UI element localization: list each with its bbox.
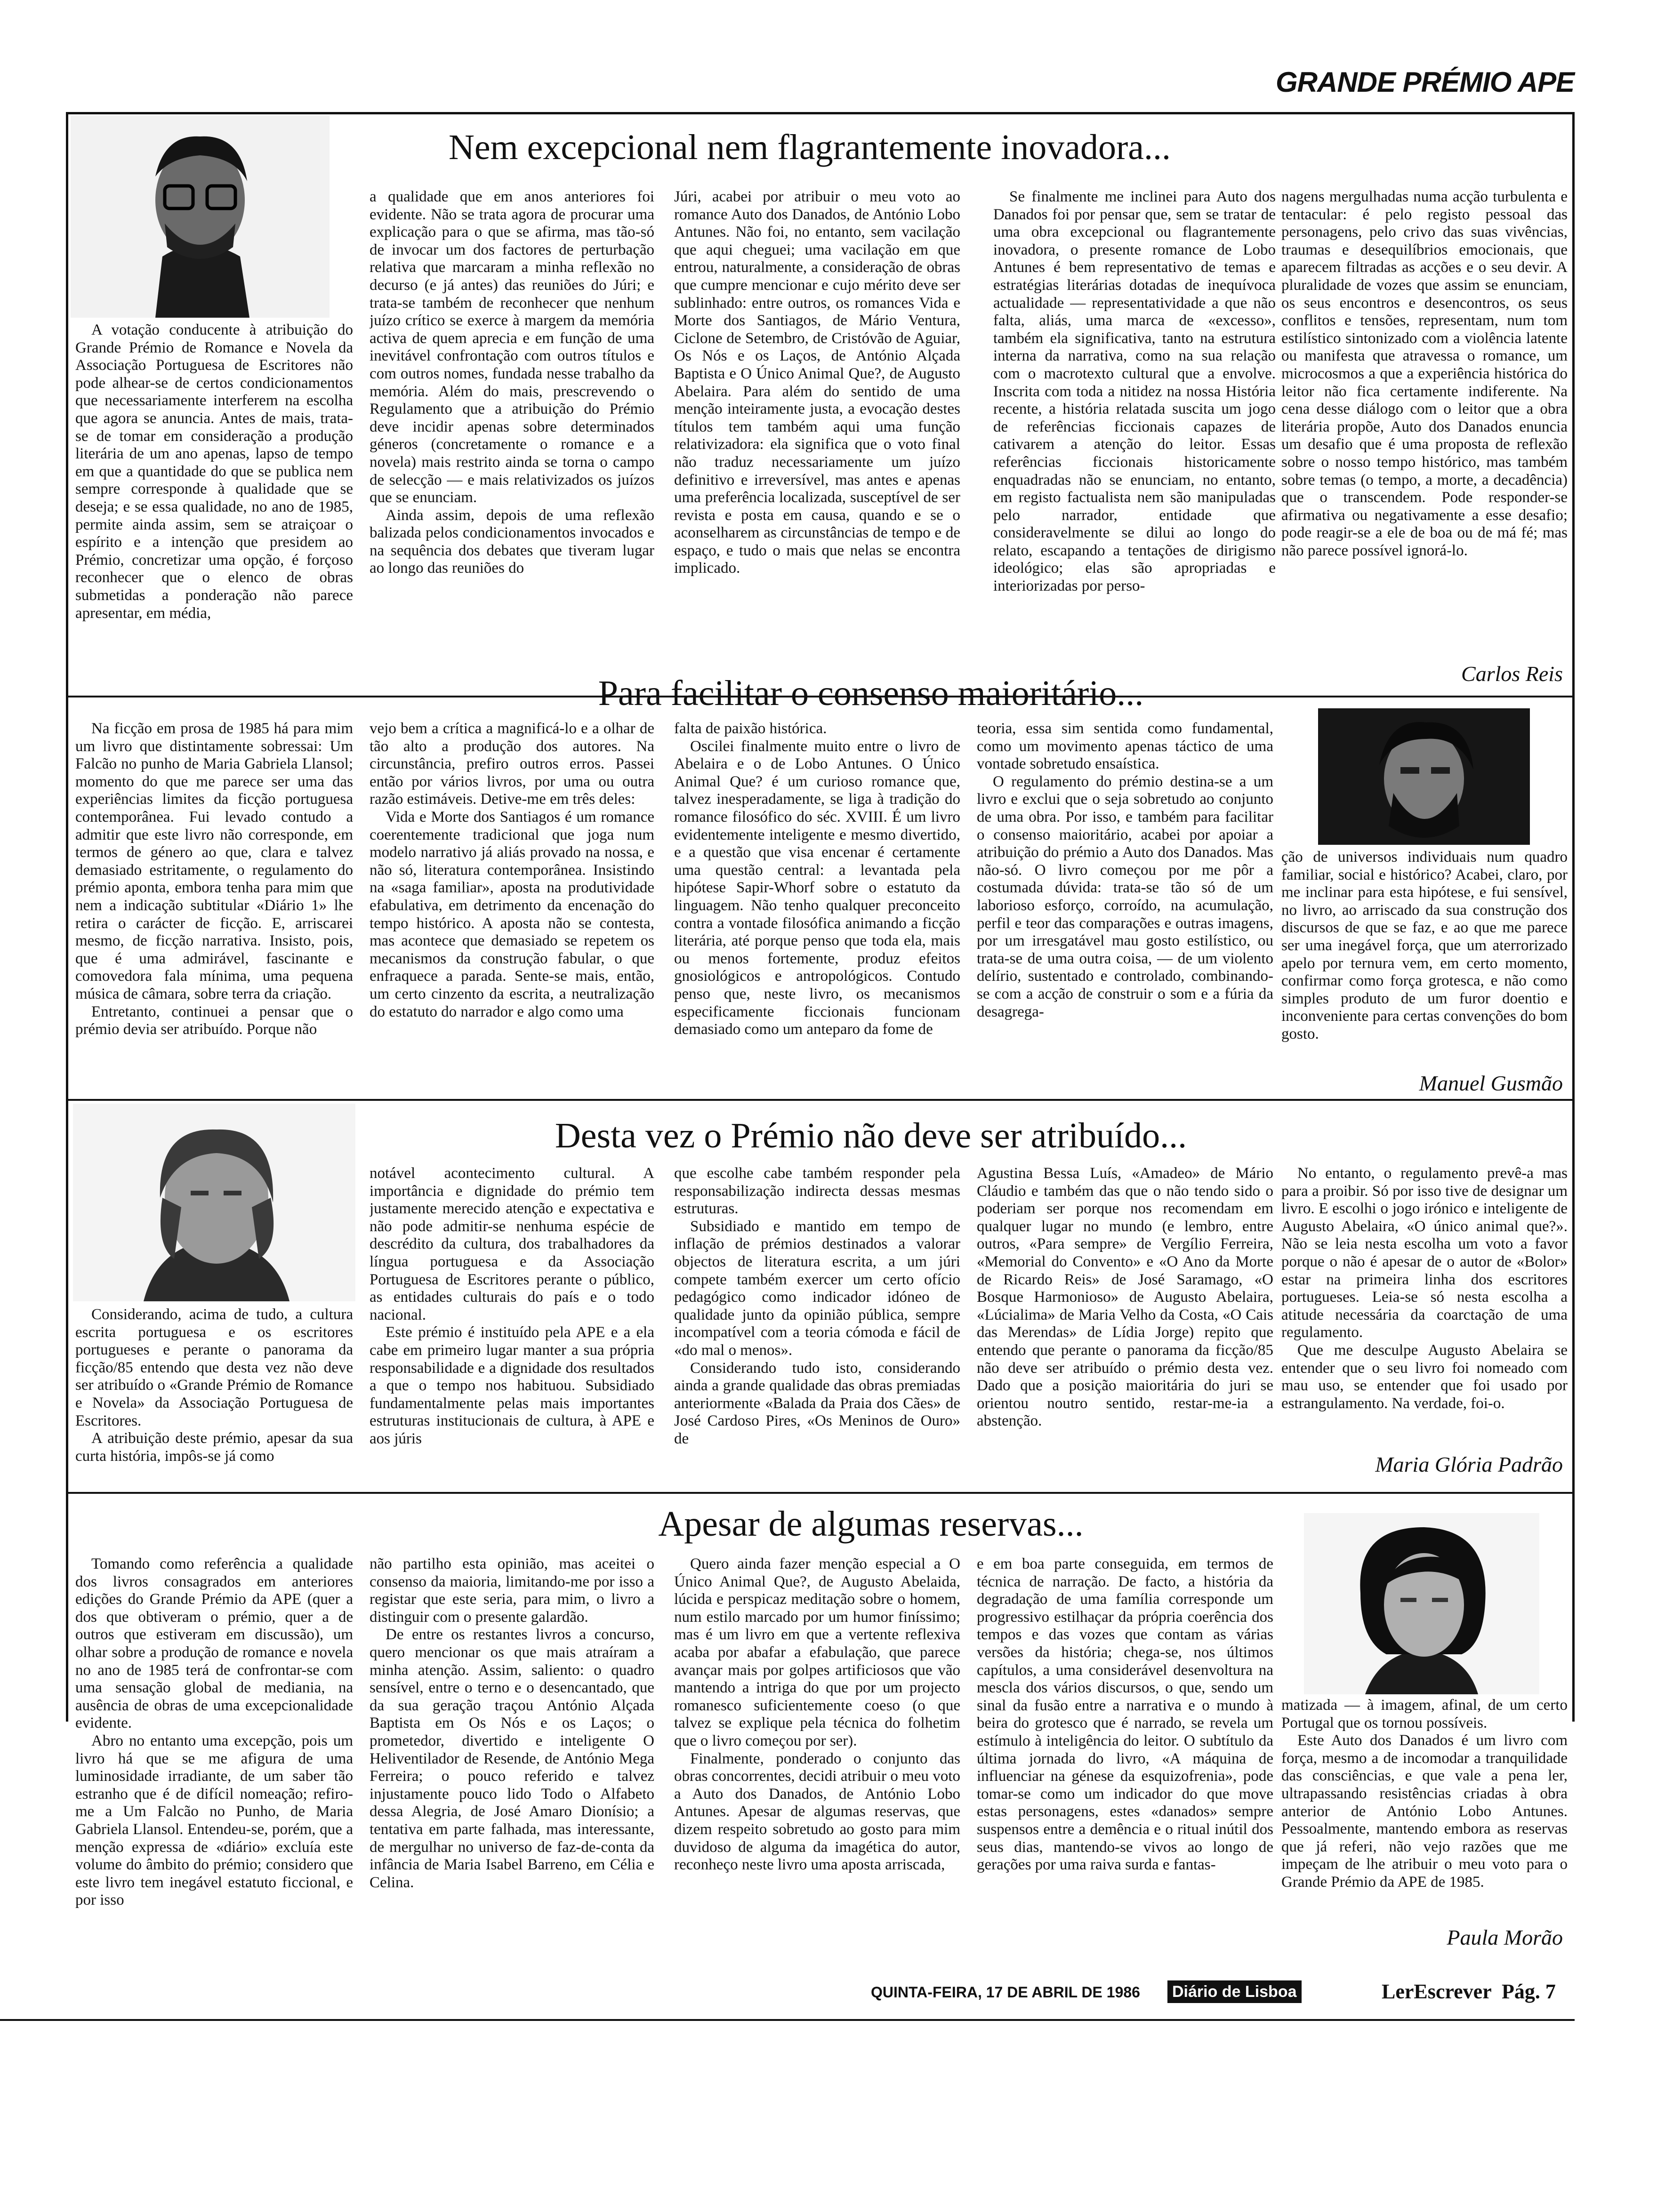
paragraph: Subsidiado e mantido em tempo de inflação de prémios destinados a valorar objectos de literatura escrita, a um júri compete também exercer um certo ofício pedagógico como indicador idóneo de qualidade junto da opinião pública, sempre incompatível com a teoria cómoda e fácil de «do mal o menos». (674, 1218, 960, 1359)
supplement-name: LerEscrever (1382, 1980, 1492, 2003)
article-4-col-2 (370, 1555, 654, 1960)
article-4-col-1 (75, 1555, 353, 1960)
author-photo-paula-morao (1304, 1513, 1539, 1694)
paragraph: a qualidade que em anos anteriores foi evidente. Não se trata agora de procurar uma explicação para o que se afirma, mas tão-só de invocar um dos factores de perturbação relativa que marcaram a minha reflexão no decurso (e já antes) das reuniões do Júri; e trata-se também de reconhecer que nenhum juízo crítico se exerce à margem da memória activa de quem aprecia e em função de uma inevitável confrontação com outros títulos e com outros nomes, fundada nesse trabalho da memória. Além do mais, prescrevendo o Regulamento que a atribuição do Prémio deve incidir apenas sobre determinados géneros (concretamente o romance e a novela) mais restrito ainda se torna o campo de selecção — e mais relativizados os juízos que se enunciam. (370, 188, 654, 506)
paragraph: Júri, acabei por atribuir o meu voto ao romance Auto dos Danados, de António Lobo Antunes. Não foi, no entanto, sem vacilação que aqui cheguei; uma vacilação em que entrou, naturalmente, a consideração de obras que cumpre mencionar e cujo mérito deve ser sublinhado: entre outros, os romances Vida e Morte dos Santiagos, de Mário Ventura, Ciclone de Setembro, de Cristóvão de Aguiar, Os Nós e os Laços, de António Alçada Baptista e O Único Animal Que?, de Augusto Abelaira. Para além do sentido de uma menção inteiramente justa, a evocação destes títulos tem também aqui uma função relativizadora: ela significa que o voto final não traduz necessariamente um juízo definitivo e irreversível, mas antes e apenas uma preferência localizada, susceptível de ser revista e posta em causa, quando e se o aconselharem as circunstâncias de tempo e de espaço, e tudo o mais que nelas se encontra implicado. (674, 188, 960, 577)
article-4-headline: Apesar de algumas reservas... (658, 1504, 1084, 1544)
article-1-col-2 (370, 188, 654, 699)
paragraph: que escolhe cabe também responder pela responsabilização indirecta dessas mesmas estruturas. (674, 1165, 960, 1218)
article-3-col-5 (1281, 1165, 1568, 1553)
article-1-col-3 (674, 188, 960, 699)
paragraph: vejo bem a crítica a magnificá-lo e a olhar de tão alto a produção dos autores. Na circunstância, prefiro outros erros. Passei então por vários livros, por uma ou outra razão estimáveis. Detive-me em três deles: (370, 720, 654, 808)
paragraph: nagens mergulhadas numa acção turbulenta e tentacular: é pelo registo pessoal das personagens, pelo crivo das suas vivências, traumas e desequilíbrios emocionais, que aparecem filtradas as acções e o seu devir. A pluralidade de vozes que assim se enunciam, os seus encontros e desencontros, os seus conflitos e tensões, representam, num tom estilístico sintonizado com a violência latente ou manifesta que atravessa o romance, um microcosmos a que a experiência histórica do leitor não fica certamente indiferente. Na cena desse diálogo com o leitor que a obra literária propõe, Auto dos Danados enuncia um desafio que é uma proposta de reflexão sobre o nosso tempo histórico, mas também sobre temas (o tempo, a morte, a decadência) que o transcendem. Pode responder-se afirmativa ou negativamente a esse desafio; pode reagir-se a ele de boa ou de má fé; mas não parece possível ignorá-lo. (1281, 188, 1568, 559)
publication-name: Diário de Lisboa (1167, 1980, 1302, 2003)
footer-date: QUINTA-FEIRA, 17 DE ABRIL DE 1986 (871, 1984, 1140, 2001)
author-photo-manuel-gusmao (1318, 708, 1530, 845)
page-number: Pág. 7 (1502, 1980, 1556, 2003)
frame-left-rule (66, 112, 68, 1722)
paragraph: Tomando como referência a qualidade dos livros consagrados em anteriores edições do Grande Prémio da APE (quer a dos que obtiveram o prémio, quer a de outros que estiveram em discussão), um olhar sobre a produção de romance e novela no ano de 1985 terá de confrontar-se com uma sensação global de mediania, na ausência de obras de uma excepcionalidade evidente. (75, 1555, 353, 1732)
paragraph: Oscilei finalmente muito entre o livro de Abelaira e o de Lobo Antunes. O Único Animal Que? é um curioso romance que, talvez inesperadamente, se liga à tradição do romance filosófico do séc. XVIII. É um livro evidentemente inteligente e mesmo divertido, e a questão que visa encenar é certamente uma questão central: a levantada pela hipótese Sapir-Whorf sobre o estatuto da linguagem. Não tenho qualquer preconceito contra a vontade filosófica animando a ficção literária, até porque penso que toda ela, mais ou menos fortemente, produz efeitos gnosiológicos e antropológicos. Contudo penso que, neste livro, os mecanismos especificamente ficcionais funcionam demasiado como um anteparo da fome de (674, 737, 960, 1038)
article-4-col-4 (977, 1555, 1273, 1960)
article-divider (66, 1492, 1575, 1494)
paragraph: Se finalmente me inclinei para Auto dos Danados foi por pensar que, sem se tratar de uma obra excepcional ou flagrantemente inovadora, o presente romance de Lobo Antunes é bem representativo de temas e estratégias literárias dotadas de inequívoca actualidade — representatividade a que não falta, aliás, uma marca de «excesso», também ela significativa, tanto na estrutura interna da narrativa, como na sua relação com o macrotexto cultural que a envolve. Inscrita com toda a nitidez na nossa História recente, a história relatada suscita um jogo de referências ficcionais capazes de cativarem a atenção do leitor. Essas referências ficcionais historicamente enquadradas não se enunciam, no entanto, em registo factualista nem são manipuladas pelo narrador, entidade que consideravelmente se dilui ao longo do relato, escapando a tentações de dirigismo ideológico; elas são apropriadas e interiorizadas por perso- (993, 188, 1276, 595)
paragraph: notável acontecimento cultural. A importância e dignidade do prémio tem justamente merecido atenção e expectativa e não pode admitir-se nenhuma espécie de descrédito da cultura, dos trabalhadores da língua portuguesa e da Associação Portuguesa de Escritores perante o público, as entidades culturais do país e o todo nacional. (370, 1165, 654, 1323)
paragraph: Entretanto, continuei a pensar que o prémio devia ser atribuído. Porque não (75, 1003, 353, 1038)
article-4-col-3 (674, 1555, 960, 1960)
paragraph: Finalmente, ponderado o conjunto das obras concorrentes, decidi atribuir o meu voto a Auto dos Danados, de António Lobo Antunes. Apesar de algumas reservas, que dizem respeito sobretudo ao gosto para mim duvidoso de alguma da imagética do autor, reconheço neste livro uma aposta arriscada, (674, 1750, 960, 1874)
paragraph: Ainda assim, depois de uma reflexão balizada pelos condicionamentos invocados e na sequência dos debates que tiveram lugar ao longo das reuniões do (370, 506, 654, 577)
paragraph: Considerando tudo isto, considerando ainda a grande qualidade das obras premiadas anteriormente «Balada da Praia dos Cães» de José Cardoso Pires, «Os Meninos de Ouro» de (674, 1359, 960, 1447)
paragraph: No entanto, o regulamento prevê-a mas para a proibir. Só por isso tive de designar um livro. E escolhi o jogo irónico e inteligente de Augusto Abelaira, «O único animal que?». Não se leia nesta escolha um voto a favor porque o não é apesar de o autor de «Bolor» estar na primeira linha dos escritores portugueses. Leia-se só nesta escolha a atitude necessária da coarctação de uma regulamento. (1281, 1165, 1568, 1341)
article-1-col-1 (75, 321, 353, 698)
paragraph: Considerando, acima de tudo, a cultura escrita portuguesa e os escritores portugueses e perante o panorama da ficção/85 entendo que desta vez não deve ser atribuído o «Grande Prémio de Romance e Novela» da Associação Portuguesa de Escritores. (75, 1306, 353, 1429)
article-2-author: Manuel Gusmão (1419, 1071, 1563, 1095)
paragraph: não partilho esta opinião, mas aceitei o consenso da maioria, limitando-me por isso a registar que este seria, para mim, o livro a distinguir com o presente galardão. (370, 1555, 654, 1626)
article-divider (66, 1099, 1575, 1101)
footer-rule (0, 2019, 1575, 2021)
article-3-author: Maria Glória Padrão (1375, 1452, 1563, 1476)
paragraph: ção de universos individuais num quadro familiar, social e histórico? Acabei, claro, por me inclinar para esta hipótese, e fui sensível, no livro, ao arriscado da sua construção dos discursos de que se faz, e ao que me parece ser uma inegável força, que um aterrorizado apelo por ternura vem, em certo momento, confirmar como força grotesca, e não como simples produto de um furor doentio e inconveniente para certas convenções do bom gosto. (1281, 849, 1568, 1042)
paragraph: A atribuição deste prémio, apesar da sua curta história, impôs-se já como (75, 1430, 353, 1465)
paragraph: Vida e Morte dos Santiagos é um romance coerentemente tradicional que joga num modelo narrativo já aliás provado na nossa, e não só, literatura contemporânea. Insistindo na «saga familiar», aposta na produtividade efabulativa, em detrimento da encenação do tempo histórico. A aposta não se contesta, mas acontece que demasiado se repetem os mecanismos da construção fabular, o que enfraquece a parada. Sente-se mais, então, um certo cinzento da escrita, a neutralização do estatuto do narrador e algo como uma (370, 808, 654, 1020)
paragraph: falta de paixão histórica. (674, 720, 827, 737)
author-photo-maria-gloria-padrao (73, 1104, 355, 1301)
paragraph: Que me desculpe Augusto Abelaira se entender que o seu livro foi nomeado com mau uso, se entender que foi usado por estrangulamento. Na verdade, foi-o. (1281, 1341, 1568, 1412)
section-kicker: GRANDE PRÉMIO APE (1276, 66, 1575, 98)
article-1-col-5 (1281, 188, 1568, 659)
paragraph: Quero ainda fazer menção especial a O Único Animal Que?, de Augusto Abelaida, lúcida e perspicaz meditação sobre o homem, num estilo marcado por um humor finíssimo; mas é um livro em que a vertente reflexiva acaba por abafar a efabulação, que parece avançar mais por golpes artificiosos que vão mantendo a intriga do que por um projecto romanesco suficientemente coeso (o que talvez se explique pela técnica do folhetim que o livro começou por ser). (674, 1555, 960, 1749)
paragraph: e em boa parte conseguida, em termos de técnica de narração. De facto, a história da degradação de uma família corresponde um progressivo estilhaçar da própria coerência dos tempos e das vozes que contam as várias versões da história; chega-se, nos últimos capítulos, a uma considerável desenvoltura na mescla dos vários discursos, o que, sendo um sinal da fusão entre a narrativa e o mundo à beira do grotesco que é narrado, se revela um estímulo à inteligência do leitor. O subtítulo da última jornada do livro, «A máquina de influenciar na génese da esquizofrenia», pode tomar-se como um indicador do que move estas personagens, estes «danados» sempre suspensos entre a demência e o ritual inútil dos seus dias, mantendo-se vivos ao longo de gerações por uma raiva surda e fantas- (977, 1555, 1273, 1874)
paragraph: Este Auto dos Danados é um livro com força, mesmo a de incomodar a tranquilidade das consciências, e que vale a pena ler, ultrapassando resistências criadas à obra anterior de António Lobo Antunes. Pessoalmente, mantendo embora as reservas que já referi, não vejo razões que me impeçam de lhe atribuir o meu voto para o Grande Prémio da APE de 1985. (1281, 1732, 1568, 1891)
article-1-col-4 (993, 188, 1276, 699)
frame-top-rule (66, 112, 1575, 114)
article-3-headline: Desta vez o Prémio não deve ser atribuído... (555, 1116, 1187, 1155)
article-2-headline: Para facilitar o consenso maioritário... (598, 673, 1144, 713)
paragraph: matizada — à imagem, afinal, de um certo Portugal que os tornou possíveis. (1281, 1697, 1568, 1731)
paragraph: Este prémio é instituído pela APE e a ela cabe em primeiro lugar manter a sua própria responsabilidade e a dignidade dos resultados a que o tempo nos habituou. Subsidiado fundamentalmente pelas mais importantes estruturas institucionais de cultura, à APE e aos júris (370, 1324, 654, 1447)
article-1-author: Carlos Reis (1461, 662, 1563, 686)
article-4-col-5 (1281, 1697, 1568, 1920)
article-1-headline: Nem excepcional nem flagrantemente inovadora... (448, 128, 1171, 167)
author-photo-carlos-reis (71, 115, 330, 318)
article-4-author: Paula Morão (1447, 1925, 1563, 1949)
paragraph: O regulamento do prémio destina-se a um livro e exclui que o seja sobretudo ao conjunto de uma obra. Por isso, e também para facilitar o consenso maioritário, acabei por apoiar a atribuição do prémio a Auto dos Danados. Mas não-só. O livro começou por me pôr a costumada dúvida: trata-se tão só de um laborioso esforço, corroído, na acumulação, perfil e teor das comparações e outras imagens, por um irresgatável mau gosto estilístico, ou trata-se de uma outra coisa, — de um violento delírio, sustentado e controlado, combinando-se com a acção de construir o som e a fúria da desagrega- (977, 773, 1273, 1020)
paragraph: Agustina Bessa Luís, «Amadeo» de Mário Cláudio e também das que o não tendo sido o poderiam ser porque nos recomendam em qualquer lugar no mundo (e lembro, entre outros, «Para sempre» de Vergílio Ferreira, «Memorial do Convento» e «O Ano da Morte de Ricardo Reis» de José Saramago, «O Bosque Harmonioso» de Augusto Abelaira, «Lúcialima» de Maria Velho da Costa, «O Cais das Merendas» de Lídia Jorge) repito que entendo que perante o panorama da ficção/85 não deve ser atribuído o prémio desta vez. Dado que a posição maioritária do juri se orientou noutro sentido, restar-me-ia a abstenção. (977, 1165, 1273, 1430)
frame-right-rule (1572, 112, 1575, 1722)
paragraph: teoria, essa sim sentida como fundamental, como um movimento apenas táctico de uma vontade sobretudo ensaística. (977, 720, 1273, 773)
paragraph: Abro no entanto uma excepção, pois um livro há que se me afigura de uma luminosidade irradiante, de um saber tão estranho que é de difícil nomeação; refiro-me a Um Falcão no Punho, de Maria Gabriela Llansol. Entendeu-se, porém, que a menção expressa de «diário» excluía este volume do âmbito do prémio; considero que este livro tem inegável estatuto ficcional, e por isso (75, 1732, 353, 1909)
paragraph: De entre os restantes livros a concurso, quero mencionar os que mais atraíram a minha atenção. Assim, saliento: o quadro sensível, entre o terno e o desencantado, que da sua geração traçou António Alçada Baptista em Os Nós e os Laços; o prometedor, divertido e inteligente O Heliventilador de Resende, de António Mega Ferreira; o pouco referido e talvez injustamente pouco lido Todo o Alfabeto dessa Alegria, de José Amaro Dionísio; a tentativa em parte falhada, mas interessante, de mergulhar no universo de faz-de-conta da infância de Maria Isabel Barreno, em Célia e Celina. (370, 1626, 654, 1891)
paragraph: Na ficção em prosa de 1985 há para mim um livro que distintamente sobressai: Um Falcão no punho de Maria Gabriela Llansol; momento do que me parece ser uma das experiências limites da ficção portuguesa contemporânea. Fui levado contudo a admitir que este livro não corresponde, em termos de género ao que, clara e talvez demasiado estritamente, o regulamento do prémio aponta, embora tenha para mim que nem a indicação subtitular «Diário 1» lhe retira o carácter de ficção. E, arriscarei mesmo, de ficção narrativa. Insisto, pois, que é uma admirável, fascinante e comovedora fala mínima, uma pequena música de câmara, sobre terra da criação. (75, 720, 353, 1002)
paragraph: A votação conducente à atribuição do Grande Prémio de Romance e Novela da Associação Portuguesa de Escritores não pode alhear-se de certos condicionamentos que necessariamente interferem na escolha que agora se anuncia. Antes de mais, trata-se de tomar em consideração a produção literária de um ano apenas, lapso de tempo em que a quantidade do que se publica nem sempre corresponde à qualidade que se deseja; e se essa qualidade, no ano de 1985, permite ainda assim, sem se atraiçoar o espírito e a intenção que presidem ao Prémio, concretizar uma opção, é forçoso reconhecer que o elenco de obras submetidas a ponderação não parece apresentar, em média, (75, 321, 353, 622)
